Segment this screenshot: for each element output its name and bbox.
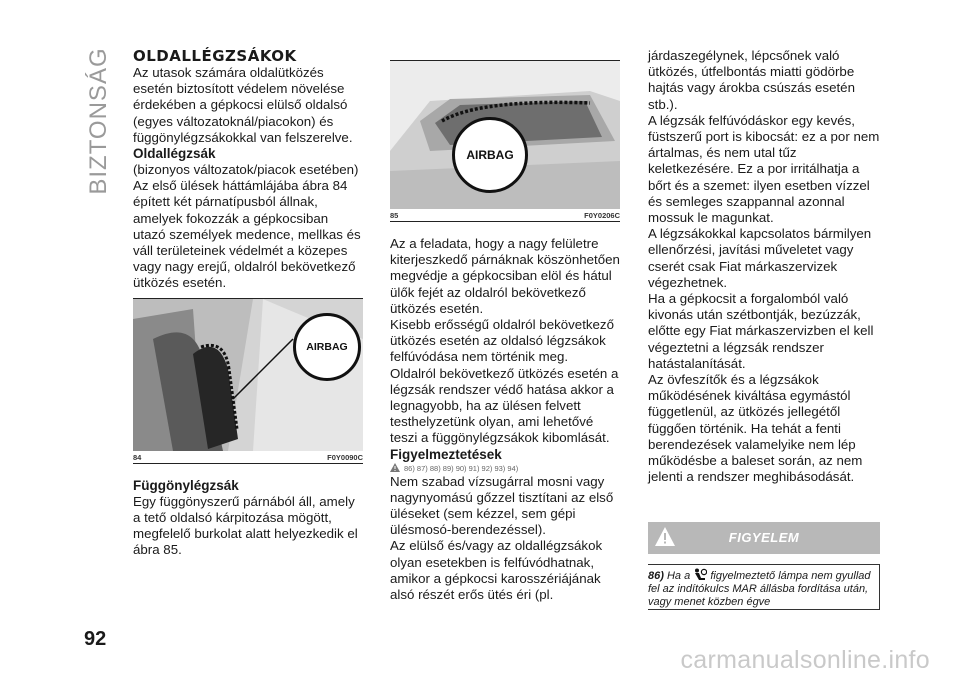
- subheading-side-airbag: Oldallégzsák: [133, 146, 216, 162]
- figure-84-image: [133, 299, 363, 451]
- warning-text-end: figyelmeztető lámpa nem gyullad fel az indítókulcs MAR állásba fordítása után, vagy menet közben égve: [648, 570, 871, 608]
- washing-paragraph: Nem szabad vízsugárral mosni vagy nagynyomású gőzzel tisztítani az első üléseket (sem kézzel, sem gépi ülésmosó-berendezéssel).: [390, 473, 614, 538]
- warning-text-start: Ha a: [666, 570, 691, 582]
- column-1: [133, 48, 363, 558]
- section-side-tab: [84, 46, 114, 196]
- figure-85-code: F0Y0206C: [584, 211, 620, 220]
- warning-triangle-icon: [390, 463, 400, 472]
- warning-header: [648, 522, 880, 554]
- warning-body: [648, 564, 880, 610]
- seating-position-paragraph: Oldalról bekövetkező ütközés esetén a légzsák rendszer védő hatása akkor a legnagyobb, ha az ülésen felvett testhelyzetünk olyan, ami lehetővé teszi a függönylégzsákok kibomlását.: [390, 365, 619, 446]
- warning-references: [390, 463, 620, 474]
- airbag-badge-85: AIRBAG: [452, 117, 528, 193]
- independent-activation-paragraph: Az övfeszítők és a légzsákok működésének kiváltása egymástól függetlenül, az ütközés jellegétől függően történik. Ha tehát a fenti berendezések valamelyike nem lép működésbe a baleset során, az nem jelenti a rendszer meghibásodását.: [648, 372, 863, 485]
- figure-85-number: 85: [390, 211, 399, 220]
- scrapping-paragraph: Ha a gépkocsit a forgalomból való kivonás után szétbontják, bezúzzák, előtte egy Fiat márkaszervizben el kell végeztetni a légzsák rendszer hatástalanítását.: [648, 291, 874, 371]
- underbody-impact-paragraph: Az elülső és/vagy az oldallégzsákok olyan esetekben is felfúvódhatnak, amikor a gépkocsi karosszériájának alsó részét erős ütés éri (pl.: [390, 538, 603, 603]
- curtain-airbag-paragraph: Egy függönyszerű párnából áll, amely a tető oldalsó kárpitozása mögött, megfelelő burkolat alatt helyezkedik el ábra 85.: [133, 493, 358, 558]
- figure-85-image: [390, 61, 620, 209]
- subheading-warnings: Figyelmeztetések: [390, 446, 502, 462]
- figure-84-caption: [133, 453, 363, 463]
- section-side-tab-label: BIZTONSÁG: [85, 47, 112, 195]
- airbag-badge-84: AIRBAG: [293, 313, 361, 381]
- airbag-warning-lamp-icon: [693, 568, 707, 581]
- version-note: (bizonyos változatok/piacok esetében): [133, 162, 359, 178]
- figure-85-caption: [390, 211, 620, 221]
- service-paragraph: A légzsákokkal kapcsolatos bármilyen ellenőrzési, javítási műveletet vagy cserét csak Fiat márkaszervizek végezhetnek.: [648, 226, 872, 290]
- subheading-curtain-airbag: Függönylégzsák: [133, 477, 239, 493]
- warning-number: 86): [648, 570, 664, 582]
- warning-reference-list: 86) 87) 88) 89) 90) 91) 92) 93) 94): [404, 463, 519, 473]
- examples-paragraph: járdaszegélynek, lépcsőnek való ütközés, útfelbontás miatti gödörbe hajtás vagy árokba csúszás esetén stb.).: [648, 48, 855, 112]
- side-airbag-paragraph: Az első ülések háttámlájába ábra 84 épített két párnatípusból állnak, amelyek fokozzák a gépkocsiban utazó személyek medence, mellkas és váll területeinek védelmét a közepes vagy nagy erejű, oldalról bekövetkező ütközés esetén.: [133, 178, 361, 291]
- page-number: 92: [84, 628, 107, 650]
- warning-heading: FIGYELEM: [728, 530, 800, 545]
- dust-paragraph: A légzsák felfúvódáskor egy kevés, füstszerű port is kibocsát: ez a por nem ártalmas, és nem utal tűz keletkezésére. Ez a por irritálhatja a bőrt és a szemet: ilyen esetben vízzel és semleges szappannal azonnal mossuk le magunkat.: [648, 112, 880, 226]
- watermark: carmanualsonline.info: [680, 646, 930, 674]
- low-impact-paragraph: Kisebb erősségű oldalról bekövetkező ütközés esetén az oldalsó légzsákok felfúvódása nem történik meg.: [390, 317, 614, 365]
- curtain-purpose-paragraph: Az a feladata, hogy a nagy felületre kiterjeszkedő párnáknak köszönhetően megvédje a gépkocsiban elöl és hátul ülők fejét az oldalról bekövetkező ütközés esetén.: [390, 236, 620, 316]
- figure-84-code: F0Y0090C: [327, 452, 363, 462]
- warning-box: [648, 522, 880, 616]
- intro-paragraph: Az utasok számára oldalütközés esetén biztosított védelem növelése érdekében a gépkocsi elülső oldalsó (egyes változatoknál/piacokon) és függönylégzsákokkal van felszerelve.: [133, 65, 353, 145]
- column-3: [648, 48, 880, 485]
- column-2: [390, 48, 620, 603]
- section-title: OLDALLÉGZSÁKOK: [133, 47, 297, 65]
- figure-84-number: 84: [133, 452, 142, 462]
